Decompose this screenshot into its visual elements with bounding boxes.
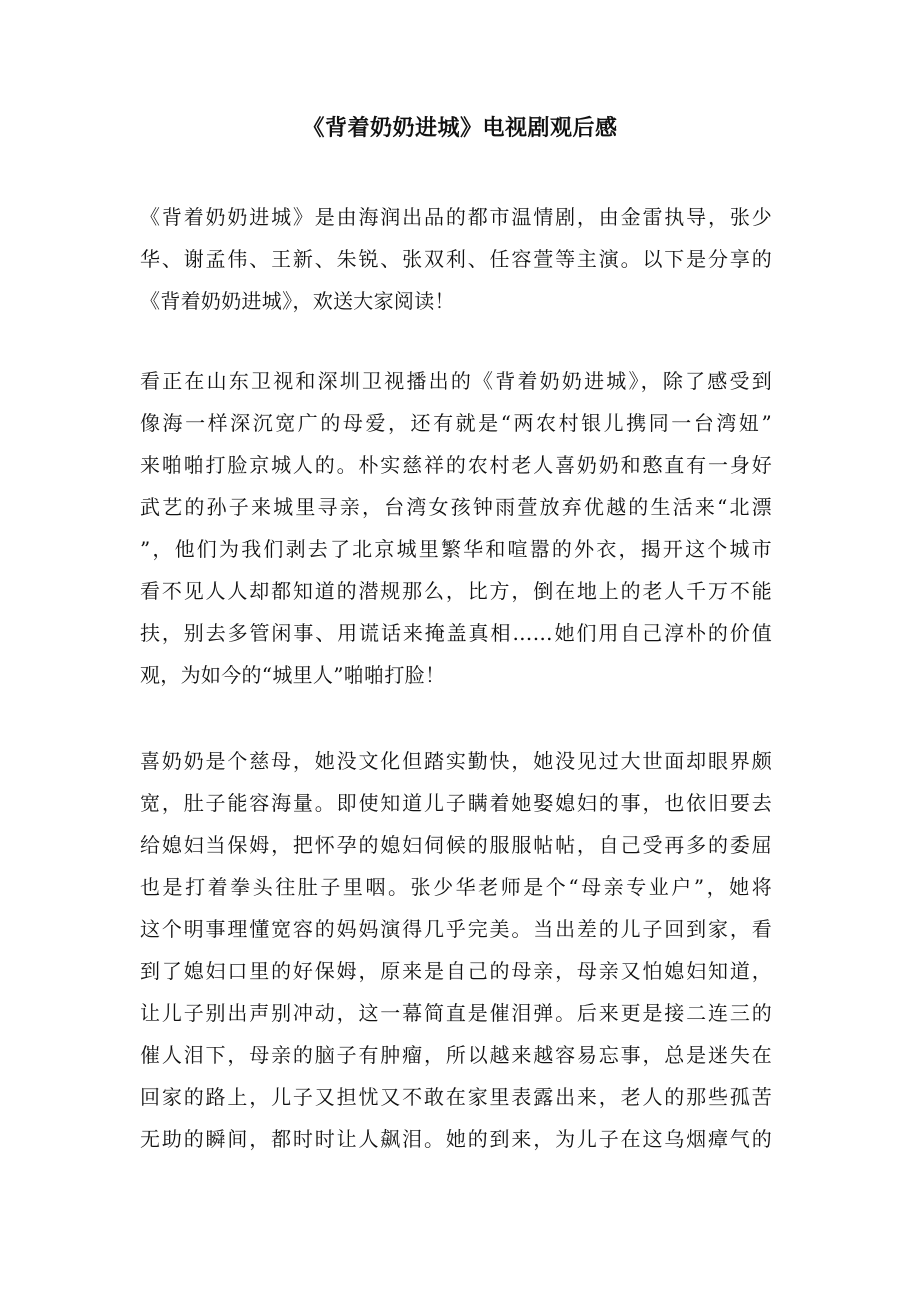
text-line: 观，为如今的“城里人”啪啪打脸！ xyxy=(140,663,446,687)
text-line: 无助的瞬间，都时时让人飙泪。她的到来，为儿子在这乌烟瘴气的 xyxy=(140,1127,772,1151)
paragraph-intro xyxy=(140,196,772,322)
text-line: 《背着奶奶进城》是由海润出品的都市温情剧，由金雷执导，张少 xyxy=(140,205,772,229)
paragraph-third xyxy=(140,740,772,1160)
text-line: 回家的路上，儿子又担忧又不敢在家里表露出来，老人的那些孤苦 xyxy=(140,1085,772,1109)
text-line: 宽，肚子能容海量。即使知道儿子瞒着她娶媳妇的事，也依旧要去 xyxy=(140,791,772,815)
text-line: 到了媳妇口里的好保姆，原来是自己的母亲，母亲又怕媳妇知道， xyxy=(140,959,772,983)
document-title: 《背着奶奶进城》电视剧观后感 xyxy=(302,115,618,141)
text-line: 华、谢孟伟、王新、朱锐、张双利、任容萱等主演。以下是分享的 xyxy=(140,247,772,271)
text-line: 《背着奶奶进城》，欢送大家阅读！ xyxy=(140,289,455,313)
text-line: ”，他们为我们剥去了北京城里繁华和喧嚣的外衣，揭开这个城市 xyxy=(140,537,772,561)
paragraph-second xyxy=(140,360,772,696)
text-line: 喜奶奶是个慈母，她没文化但踏实勤快，她没见过大世面却眼界颇 xyxy=(140,749,772,773)
text-line: 给媳妇当保姆，把怀孕的媳妇伺候的服服帖帖，自己受再多的委屈 xyxy=(140,833,772,857)
text-line: 看正在山东卫视和深圳卫视播出的《背着奶奶进城》，除了感受到 xyxy=(140,369,772,393)
text-line: 让儿子别出声别冲动，这一幕简直是催泪弹。后来更是接二连三的 xyxy=(140,1001,772,1025)
text-line: 像海一样深沉宽广的母爱，还有就是“两农村银儿携同一台湾妞” xyxy=(140,411,772,435)
text-line: 来啪啪打脸京城人的。朴实慈祥的农村老人喜奶奶和憨直有一身好 xyxy=(140,453,772,477)
text-line: 催人泪下，母亲的脑子有肿瘤，所以越来越容易忘事，总是迷失在 xyxy=(140,1043,772,1067)
text-line: 这个明事理懂宽容的妈妈演得几乎完美。当出差的儿子回到家，看 xyxy=(140,917,772,941)
text-line: 看不见人人却都知道的潜规那么，比方，倒在地上的老人千万不能 xyxy=(140,579,772,603)
text-line: 也是打着拳头往肚子里咽。张少华老师是个“母亲专业户”，她将 xyxy=(140,875,772,899)
text-line: 扶，别去多管闲事、用谎话来掩盖真相……她们用自己淳朴的价值 xyxy=(140,621,772,645)
text-line: 武艺的孙子来城里寻亲，台湾女孩钟雨萱放弃优越的生活来“北漂 xyxy=(140,495,772,519)
